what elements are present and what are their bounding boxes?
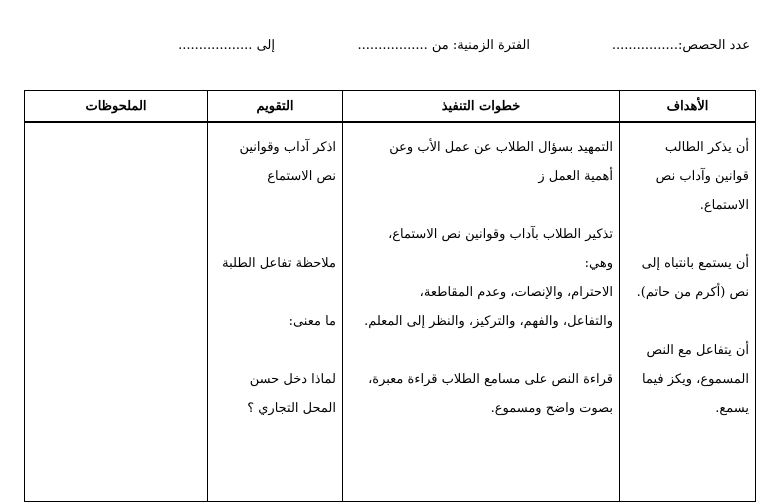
table-header-row — [25, 91, 756, 123]
time-period-from: الفترة الزمنية: من ................. — [357, 38, 530, 53]
objective-line: الاستماع. — [699, 198, 749, 213]
evaluation-cell — [208, 122, 343, 502]
objective-line: يسمع. — [715, 401, 749, 416]
notes-cell — [25, 122, 208, 502]
objective-line: أن يتفاعل مع النص — [646, 343, 749, 358]
evaluation-line: لماذا دخل حسن — [249, 372, 336, 387]
step-line: أهمية العمل ز — [538, 169, 613, 184]
header-line — [0, 38, 780, 62]
lesson-plan-table — [24, 90, 756, 502]
sessions-count: عدد الحصص:................ — [611, 38, 750, 53]
objective-line: المسموع، ويكز فيما — [642, 372, 749, 387]
step-line: تذكير الطلاب بآداب وقوانين نص الاستماع، — [388, 227, 613, 242]
objective-line: نص (أكرم من حاتم). — [636, 285, 749, 300]
step-line: والتفاعل، والفهم، والتركيز، والنظر إلى المعلم. — [364, 314, 613, 329]
step-line: الاحترام، والإنصات، وعدم المقاطعة، — [419, 285, 613, 300]
objective-line: أن يذكر الطالب — [664, 140, 749, 155]
col-header-objectives: الأهداف — [620, 91, 756, 123]
time-period-to: إلى .................. — [178, 38, 275, 53]
objectives-cell — [620, 122, 756, 502]
evaluation-line: ملاحظة تفاعل الطلبة — [222, 256, 336, 271]
steps-cell — [343, 122, 620, 502]
col-header-evaluation: التقويم — [208, 91, 343, 123]
table-row — [25, 122, 756, 502]
evaluation-line: اذكر آداب وقوانين — [239, 140, 336, 155]
step-line: وهي: — [584, 256, 613, 271]
step-line: بصوت واضح ومسموع. — [490, 401, 613, 416]
col-header-steps: خطوات التنفيذ — [343, 91, 620, 123]
objective-line: أن يستمع بانتباه إلى — [641, 256, 749, 271]
step-line: التمهيد بسؤال الطلاب عن عمل الأب وعن — [389, 140, 613, 155]
evaluation-line: المحل التجاري ؟ — [247, 401, 336, 416]
col-header-notes: الملحوظات — [25, 91, 208, 123]
evaluation-line: ما معنى: — [288, 314, 336, 329]
evaluation-line: نص الاستماع — [267, 169, 336, 184]
objective-line: قوانين وآداب نص — [655, 169, 749, 184]
step-line: قراءة النص على مسامع الطلاب قراءة معبرة، — [368, 372, 613, 387]
